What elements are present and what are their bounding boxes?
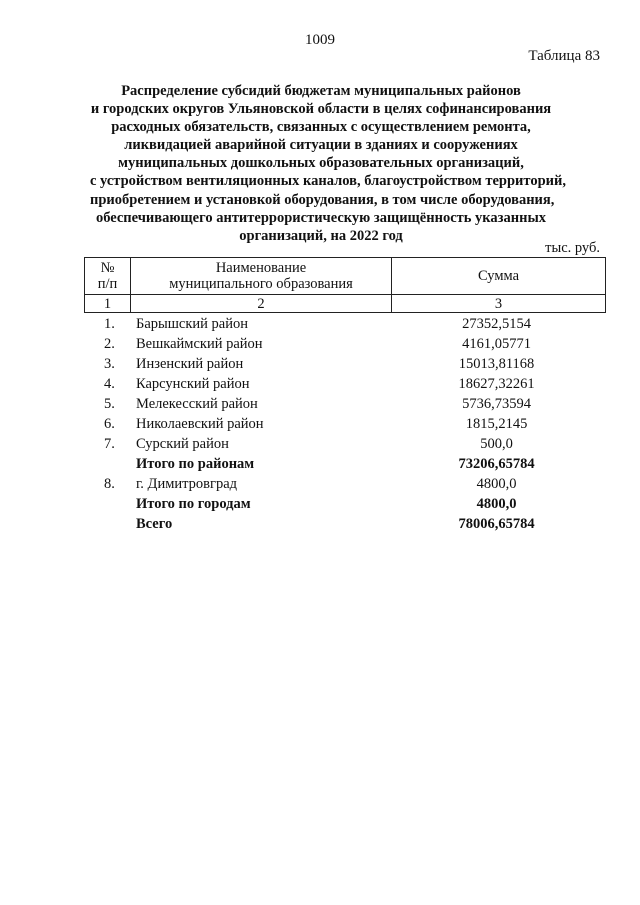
title-line: приобретением и установкой оборудования, в том числе оборудования, [90, 191, 555, 208]
title-line: с устройством вентиляционных каналов, благоустройством территорий, [90, 173, 566, 190]
table-row: 1. Барышский район 27352,5154 [104, 316, 531, 332]
column-number: 2 [131, 295, 392, 313]
subtotal-row: Итого по районам 73206,65784 [136, 456, 535, 472]
total-row: Всего 78006,65784 [136, 516, 535, 532]
column-number: 3 [392, 295, 606, 313]
units-label: тыс. руб. [545, 240, 600, 256]
table-row: 7. Сурский район 500,0 [104, 436, 513, 452]
title-line: Распределение субсидий бюджетам муниципальных районов [121, 83, 521, 99]
table-row: 5. Мелекесский район 5736,73594 [104, 396, 531, 412]
title-line: ликвидацией аварийной ситуации в зданиях и сооружениях [124, 137, 518, 154]
document-title [90, 82, 566, 245]
title-line: организаций, на 2022 год [239, 227, 403, 244]
table-row: 3. Инзенский район 15013,81168 [104, 356, 535, 372]
header-number: № п/п [85, 258, 131, 295]
subtotal-row: Итого по городам 4800,0 [136, 496, 517, 512]
table-row: 6. Николаевский район 1815,2145 [104, 416, 528, 432]
title-line: и городских округов Ульяновской области в целях софинансирования [90, 101, 552, 118]
table-row: 2. Вешкаймский район 4161,05771 [104, 336, 531, 352]
column-number: 1 [85, 295, 131, 313]
table-label: Таблица 83 [528, 48, 600, 64]
title-line: муниципальных дошкольных образовательных организаций, [118, 155, 524, 172]
header-name: Наименование муниципального образования [131, 258, 392, 295]
title-line: расходных обязательств, связанных с осуществлением ремонта, [111, 119, 531, 136]
page-number: 1009 [305, 32, 335, 48]
title-line: обеспечивающего антитеррористическую защищённость указанных [95, 209, 547, 226]
header-sum: Сумма [392, 258, 606, 295]
table-row: 8. г. Димитровград 4800,0 [104, 476, 517, 492]
table-row: 4. Карсунский район 18627,32261 [104, 376, 535, 392]
table-header [84, 257, 606, 313]
